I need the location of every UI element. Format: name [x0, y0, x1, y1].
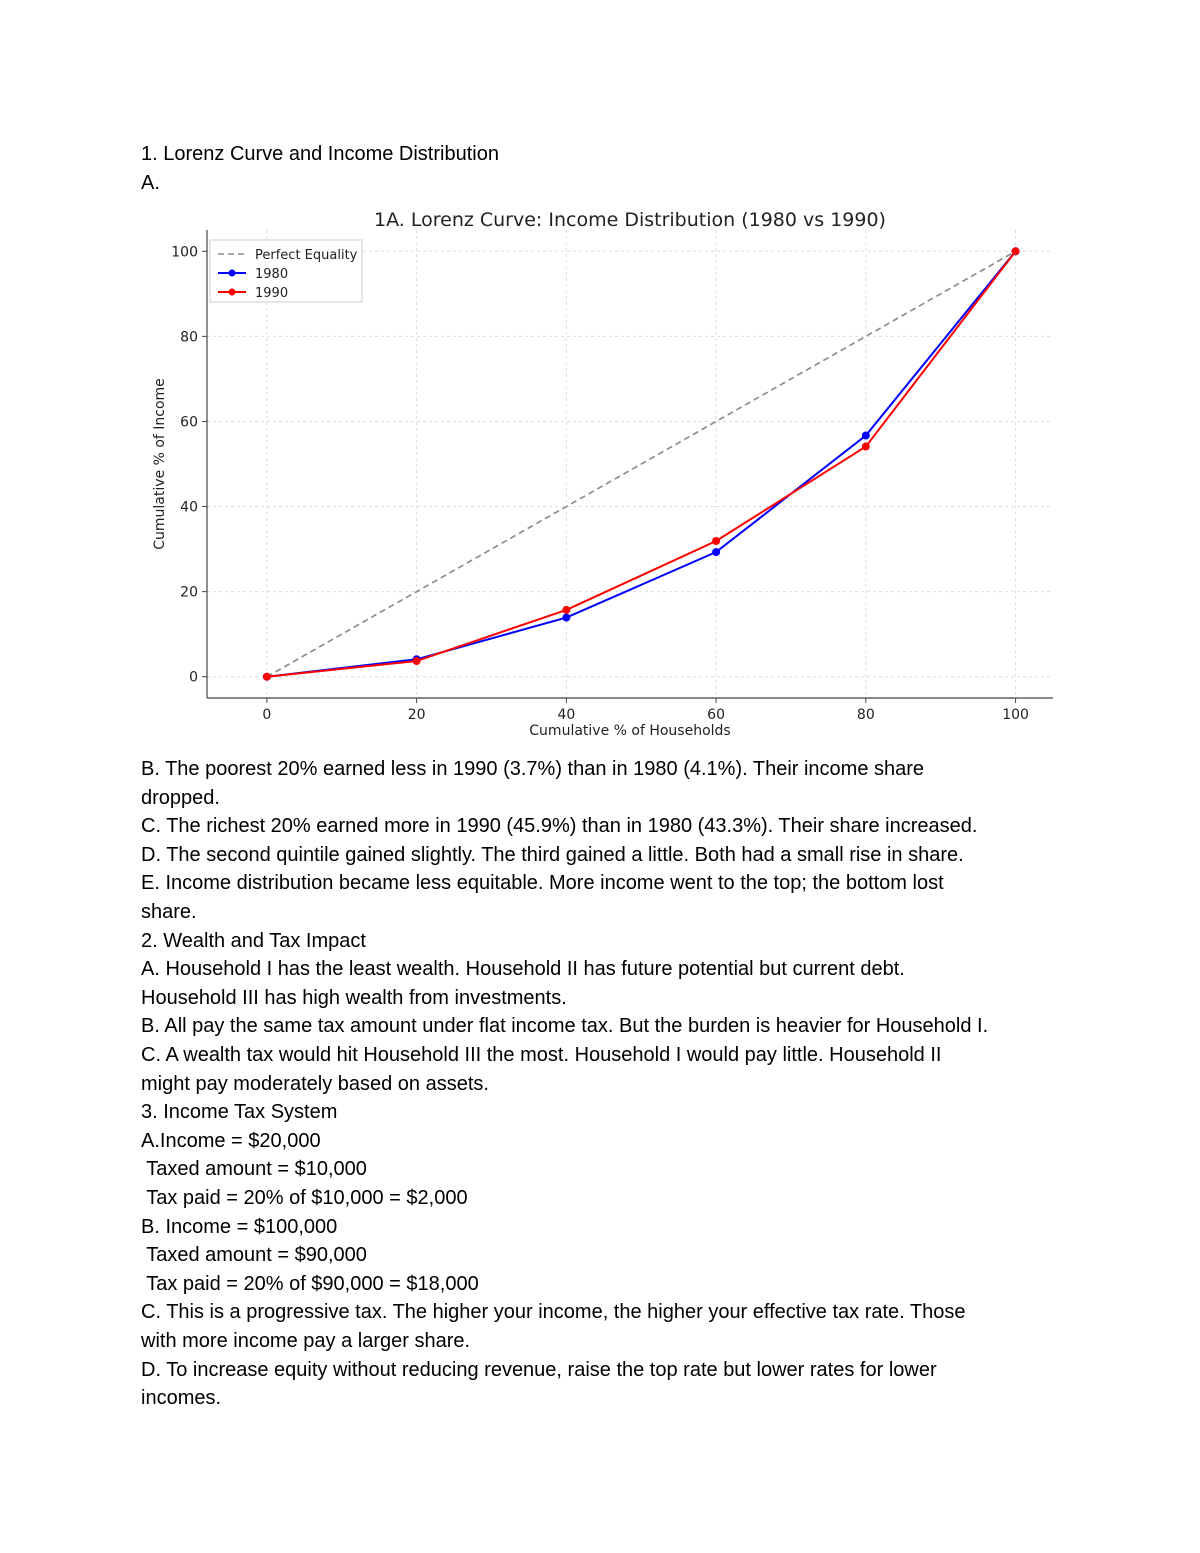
chart-series — [263, 247, 1020, 680]
y-tick-label: 20 — [180, 584, 198, 601]
text-line: 2. Wealth and Tax Impact — [141, 929, 366, 952]
text-line: A. Household I has the least wealth. Household II has future potential but current debt. — [141, 958, 905, 981]
data-point-1990 — [1012, 247, 1020, 255]
y-tick-label: 100 — [171, 244, 198, 261]
data-point-1980 — [562, 614, 570, 622]
data-point-1980 — [712, 548, 720, 556]
x-axis-label: Cumulative % of Households — [529, 723, 731, 739]
text-line: B. Income = $100,000 — [141, 1215, 338, 1238]
text-line: C. This is a progressive tax. The higher your income, the higher your effective tax rate. Those — [141, 1301, 966, 1324]
section-heading-1: 1. Lorenz Curve and Income Distribution — [141, 143, 499, 165]
text-line: D. To increase equity without reducing revenue, raise the top rate but lower rates for lower — [141, 1358, 937, 1381]
text-line: B. All pay the same tax amount under flat income tax. But the burden is heavier for Household I. — [141, 1015, 989, 1038]
legend-swatch-marker — [229, 289, 236, 296]
text-line: E. Income distribution became less equitable. More income went to the top; the bottom lost — [141, 872, 944, 895]
data-point-1990 — [712, 537, 720, 545]
chart-title: 1A. Lorenz Curve: Income Distribution (1980 vs 1990) — [374, 209, 886, 231]
x-tick-label: 60 — [707, 707, 726, 723]
text-line: Taxed amount = $90,000 — [141, 1244, 367, 1267]
y-tick-label: 80 — [180, 329, 198, 346]
y-tick-label: 60 — [180, 414, 198, 431]
text-line: Tax paid = 20% of $10,000 = $2,000 — [141, 1187, 468, 1209]
data-point-1990 — [862, 443, 870, 451]
text-line: dropped. — [141, 786, 220, 809]
text-line: Tax paid = 20% of $90,000 = $18,000 — [141, 1272, 479, 1295]
text-line: A.Income = $20,000 — [141, 1129, 321, 1152]
text-line: share. — [141, 901, 197, 923]
y-tick-label: 40 — [180, 499, 198, 516]
chart-tick-labels — [171, 244, 1029, 723]
data-point-1990 — [562, 606, 570, 614]
legend-swatch-marker — [229, 270, 236, 277]
x-tick-label: 40 — [557, 707, 576, 723]
text-line: 3. Income Tax System — [141, 1101, 338, 1124]
y-tick-label: 0 — [189, 669, 198, 686]
data-point-1980 — [862, 431, 870, 439]
x-tick-label: 20 — [407, 707, 426, 723]
text-line: B. The poorest 20% earned less in 1990 (3.7%) than in 1980 (4.1%). Their income share — [141, 758, 925, 780]
legend-label: Perfect Equality — [255, 248, 358, 263]
text-line: Taxed amount = $10,000 — [141, 1158, 367, 1181]
text-line: with more income pay a larger share. — [141, 1330, 471, 1352]
legend-label: 1980 — [255, 267, 289, 282]
legend-label: 1990 — [255, 286, 289, 301]
x-tick-label: 80 — [856, 707, 875, 723]
text-line: C. A wealth tax would hit Household III the most. Household I would pay little. Household II — [141, 1044, 942, 1066]
data-point-1990 — [263, 673, 271, 681]
text-line: Household III has high wealth from investments. — [141, 986, 567, 1009]
text-line: incomes. — [141, 1387, 222, 1410]
text-line: D. The second quintile gained slightly. The third gained a little. Both had a small rise in share. — [141, 843, 964, 866]
x-tick-label: 0 — [262, 707, 272, 723]
series-line-perfect-equality — [267, 251, 1016, 676]
part-a-label: A. — [141, 172, 160, 194]
text-line: C. The richest 20% earned more in 1990 (45.9%) than in 1980 (43.3%). Their share increased. — [141, 815, 978, 838]
x-tick-label: 100 — [1002, 707, 1029, 723]
text-line: might pay moderately based on assets. — [141, 1072, 489, 1095]
y-axis-label: Cumulative % of Income — [152, 378, 168, 550]
data-point-1990 — [413, 657, 421, 665]
chart-legend — [210, 240, 362, 302]
lorenz-curve-chart — [140, 196, 1070, 744]
